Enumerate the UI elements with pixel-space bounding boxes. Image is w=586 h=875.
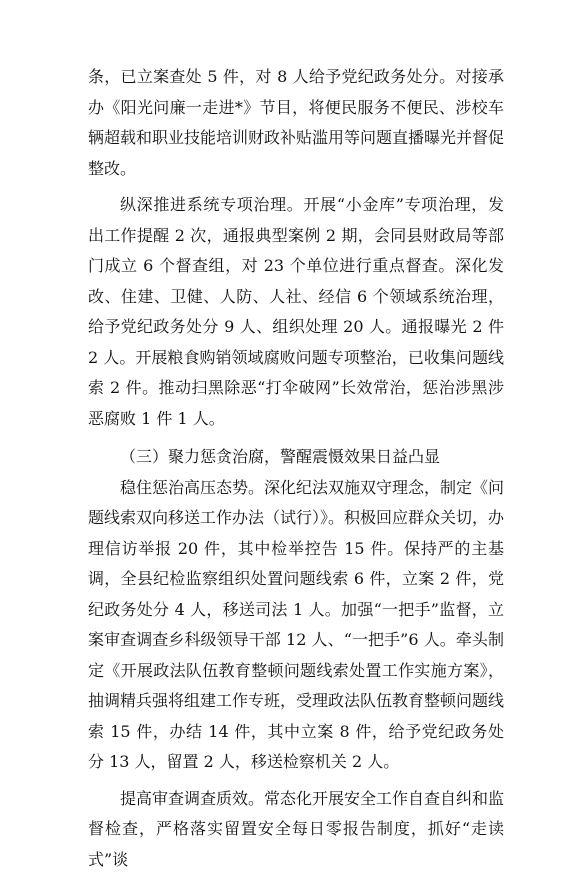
paragraph-high-pressure: 稳住惩治高压态势。深化纪法双施双守理念，制定《问题线索双向移送工作办法（试行）》。积极回应群众关切，办理信访举报 20 件，其中检举控告 15 件。保持严的主基调，全县纪检监察组织处置问题线索 6 件，立案 2 件，党纪政务处分 4 人，移送司法 1 人。加强“一把手”监督，立案审查调查乡科级领导干部 12 人、“一把手”6 人。牵头制定《开展政法队伍教育整顿问题线索处置工作实施方案》，抽调精兵强将组建工作专班，受理政法队伍教育整顿问题线索 15 件，办结 14 件，其中立案 8 件，给予党纪政务处分 13 人，留置 2 人，移送检察机关 2 人。 — [88, 473, 504, 778]
paragraph-continuation: 条，已立案查处 5 件，对 8 人给予党纪政务处分。对接承办《阳光问廉一走进*》节目，将便民服务不便民、涉校车辆超载和职业技能培训财政补贴滥用等问题直播曝光并督促整改。 — [88, 62, 504, 184]
document-body — [88, 62, 504, 875]
section-heading: （三）聚力惩贪治腐，警醒震慑效果日益凸显 — [88, 442, 504, 473]
paragraph-investigation-quality: 提高审查调查质效。常态化开展安全工作自查自纠和监督检查，严格落实留置安全每日零报告制度，抓好“走读式”谈 — [88, 784, 504, 875]
paragraph-special-governance: 纵深推进系统专项治理。开展“小金库”专项治理，发出工作提醒 2 次，通报典型案例 2 期，会同县财政局等部门成立 6 个督查组，对 23 个单位进行重点督查。深化发改、住建、卫健、人防、人社、经信 6 个领域系统治理，给予党纪政务处分 9 人、组织处理 20 人。通报曝光 2 件 2 人。开展粮食购销领域腐败问题专项整治，已收集问题线索 2 件。推动扫黑除恶“打伞破网”长效常治，惩治涉黑涉恶腐败 1 件 1 人。 — [88, 190, 504, 434]
